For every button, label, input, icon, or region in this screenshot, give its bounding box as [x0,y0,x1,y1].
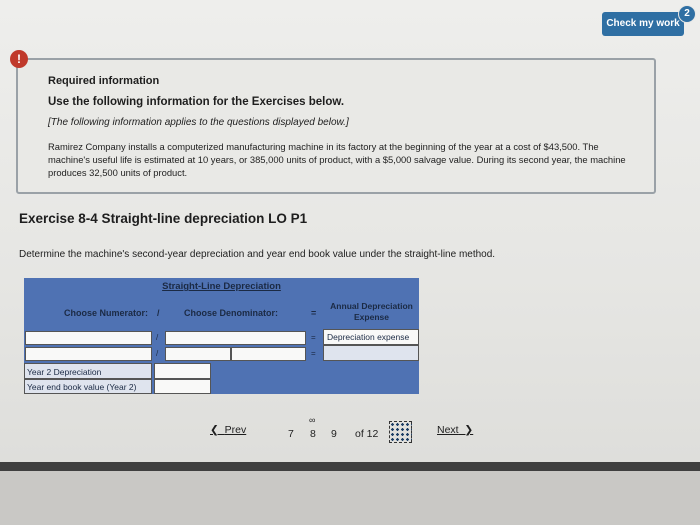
required-info-title: Required information [48,75,160,87]
year2-depreciation-label-cell [24,363,152,379]
attempts-badge: 2 [678,5,696,23]
straight-line-table [24,278,419,394]
problem-text: Ramirez Company installs a computerized manufacturing machine in its factory at the beginning of the year at a cost of $43,500. The machine's useful life is estimated at 10 years, or 385,000 units of product, with a $5,000 salvage value. During its second year, the machine produces 32,500 units of product. [48,141,626,178]
book-value-input[interactable] [154,379,211,394]
row1-numerator-input[interactable] [25,331,152,345]
footer-bar [0,462,700,525]
prev-label: Prev [224,424,247,436]
denominator-header: Choose Denominator: [184,308,279,318]
next-label: Next [437,424,459,436]
row2-denominator-input-a[interactable] [165,347,231,361]
link-icon: ∞ [309,415,316,425]
page-7-link[interactable]: 7 [288,428,294,440]
row1-result-label: Depreciation expense [327,332,410,342]
page-9-link[interactable]: 9 [331,428,337,440]
page-8-link[interactable]: 8 [310,428,316,440]
row2-result-cell [323,345,419,361]
applies-note: [The following information applies to the questions displayed below.] [48,117,349,128]
row2-equals-symbol: = [311,349,316,358]
footer-dark-strip [0,462,700,471]
row1-equals-symbol: = [311,333,316,342]
result-header: Annual Depreciation Expense [330,301,413,322]
book-value-label-cell [24,379,152,394]
check-my-work-button[interactable]: Check my work [602,12,684,36]
exercise-title: Exercise 8-4 Straight-line depreciation LO P1 [19,211,308,226]
table-header-row [24,295,419,329]
numerator-header: Choose Numerator: [64,308,149,318]
table-title: Straight-Line Depreciation [24,278,419,295]
alert-icon: ! [10,50,28,68]
book-value-label: Year end book value (Year 2) [27,382,137,392]
divide-header-symbol: / [157,308,160,318]
prev-button[interactable]: ❮ Prev [210,424,247,436]
page-total: of 12 [355,428,379,440]
row2-divide-symbol: / [156,349,159,358]
year2-depreciation-label: Year 2 Depreciation [27,367,102,377]
row2-numerator-input[interactable] [25,347,152,361]
row1-divide-symbol: / [156,333,159,342]
year2-depreciation-input[interactable] [154,363,211,379]
use-info-text: Use the following information for the Exercises below. [48,96,345,108]
equals-header-symbol: = [311,308,317,318]
next-button[interactable]: Next ❯ [437,424,474,436]
row1-result-label-cell [323,329,419,345]
grid-view-icon[interactable] [389,421,412,443]
exercise-instruction: Determine the machine's second-year depreciation and year end book value under the straight-line method. [19,249,496,260]
row1-denominator-input[interactable] [165,331,306,345]
row2-denominator-input-b[interactable] [231,347,306,361]
